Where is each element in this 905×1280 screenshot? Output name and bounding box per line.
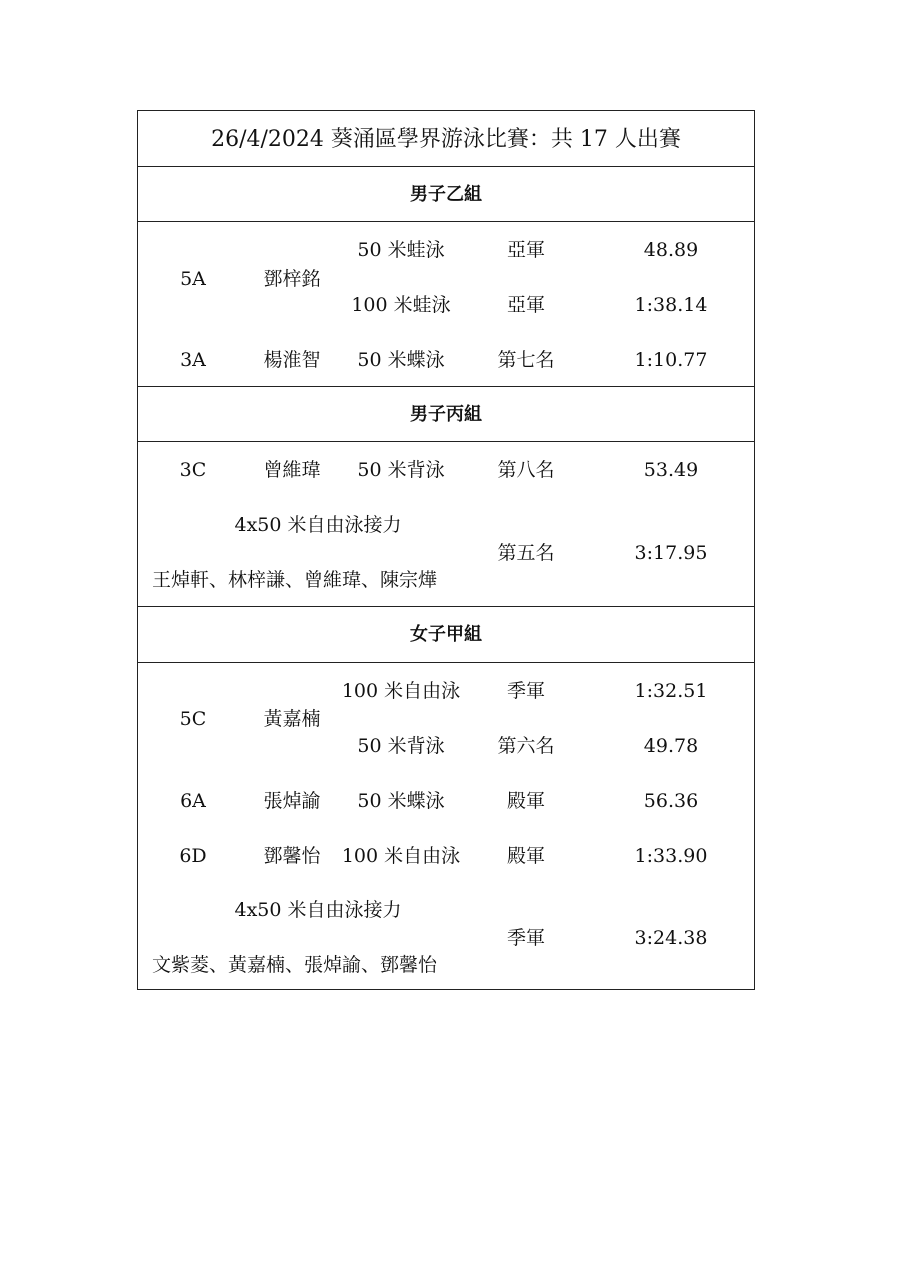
place-cell: 殿軍 xyxy=(506,845,545,867)
swimmer-name: 張焯諭 xyxy=(263,790,321,812)
time-cell: 48.89 xyxy=(643,239,699,261)
divider xyxy=(138,386,754,387)
event-cell: 50 米背泳 xyxy=(357,735,445,757)
time-cell: 56.36 xyxy=(643,790,699,812)
divider xyxy=(138,166,754,167)
event-cell: 50 米蝶泳 xyxy=(357,349,445,371)
event-cell: 100 米自由泳 xyxy=(341,845,461,867)
swimmer-name: 楊淮智 xyxy=(263,349,321,371)
divider xyxy=(138,441,754,442)
place-cell: 第八名 xyxy=(497,459,555,481)
swimmer-name: 鄧梓銘 xyxy=(263,268,321,290)
class-cell: 5C xyxy=(179,708,207,730)
class-cell: 5A xyxy=(180,268,206,290)
place-cell: 殿軍 xyxy=(506,790,545,812)
swimmer-name: 鄧馨怡 xyxy=(263,845,321,867)
results-table xyxy=(137,110,755,990)
event-cell: 50 米蝶泳 xyxy=(357,790,445,812)
place-cell: 第七名 xyxy=(497,349,555,371)
time-cell: 53.49 xyxy=(643,459,699,481)
time-cell: 1:33.90 xyxy=(634,845,708,867)
swimmer-name: 曾維瑋 xyxy=(263,459,321,481)
relay-event: 4x50 米自由泳接力 xyxy=(234,899,402,921)
relay-members: 文紫菱、黃嘉楠、張焯諭、鄧馨怡 xyxy=(152,954,438,976)
place-cell: 亞軍 xyxy=(506,239,545,261)
section-heading-girls-a: 女子甲組 xyxy=(410,624,482,645)
event-cell: 100 米蛙泳 xyxy=(351,294,451,316)
class-cell: 3A xyxy=(180,349,206,371)
time-cell: 1:32.51 xyxy=(634,680,708,702)
place-cell: 第六名 xyxy=(497,735,555,757)
place-cell: 季軍 xyxy=(506,927,545,949)
event-cell: 50 米蛙泳 xyxy=(357,239,445,261)
class-cell: 6D xyxy=(179,845,207,867)
divider xyxy=(138,606,754,607)
place-cell: 第五名 xyxy=(497,542,555,564)
time-cell: 1:10.77 xyxy=(634,349,708,371)
time-cell: 3:24.38 xyxy=(634,927,708,949)
time-cell: 1:38.14 xyxy=(634,294,708,316)
class-cell: 3C xyxy=(179,459,207,481)
time-cell: 3:17.95 xyxy=(634,542,708,564)
time-cell: 49.78 xyxy=(643,735,699,757)
event-cell: 50 米背泳 xyxy=(357,459,445,481)
divider xyxy=(138,221,754,222)
relay-members: 王焯軒、林梓謙、曾維瑋、陳宗燁 xyxy=(152,569,438,591)
divider xyxy=(138,662,754,663)
section-heading-boys-c: 男子丙組 xyxy=(410,404,482,425)
swimmer-name: 黃嘉楠 xyxy=(263,708,321,730)
section-heading-boys-b: 男子乙組 xyxy=(410,184,482,205)
class-cell: 6A xyxy=(180,790,206,812)
event-cell: 100 米自由泳 xyxy=(341,680,461,702)
place-cell: 亞軍 xyxy=(506,294,545,316)
place-cell: 季軍 xyxy=(506,680,545,702)
page-title: 26/4/2024 葵涌區學界游泳比賽：共 17 人出賽 xyxy=(211,127,681,152)
relay-event: 4x50 米自由泳接力 xyxy=(234,514,402,536)
